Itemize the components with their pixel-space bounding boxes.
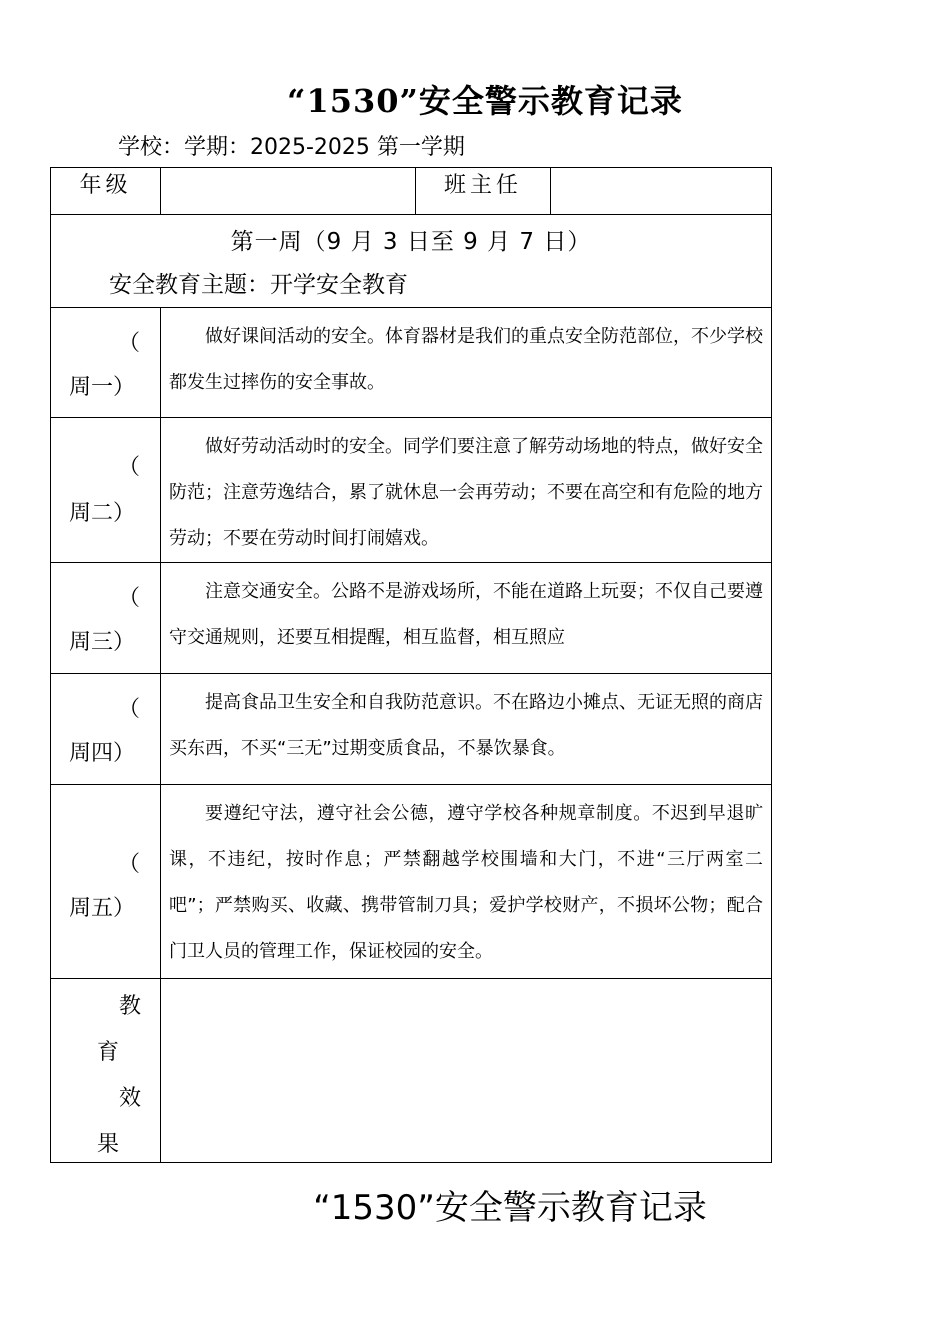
day-name: 周三） xyxy=(69,630,136,655)
day-paren: （ xyxy=(117,697,140,722)
teacher-label: 班主任 xyxy=(416,168,551,215)
day-content: 提高食品卫生安全和自我防范意识。不在路边小摊点、无证无照的商店买东西，不买“三无”过期变质食品，不暴饮暴食。 xyxy=(169,692,763,759)
day-label-mon xyxy=(51,308,161,418)
day-name: 周五） xyxy=(69,896,136,921)
effect-label xyxy=(51,979,161,1163)
day-paren: （ xyxy=(117,852,140,877)
effect-char: 果 xyxy=(97,1132,120,1157)
page-title: “1530”安全警示教育记录 xyxy=(287,82,683,120)
day-row-wed xyxy=(51,563,772,674)
effect-char: 育 xyxy=(97,1040,120,1065)
day-row-tue xyxy=(51,418,772,563)
day-label-thu xyxy=(51,674,161,785)
day-row-fri xyxy=(51,785,772,979)
school-term-line: 学校：学期：2025-2025 第一学期 xyxy=(118,135,465,160)
day-content-cell xyxy=(161,418,772,563)
teacher-value-cell[interactable] xyxy=(551,168,772,215)
next-page-title: “1530”安全警示教育记录 xyxy=(313,1188,707,1228)
day-paren: （ xyxy=(117,331,140,356)
day-content-cell xyxy=(161,785,772,979)
grade-label: 年级 xyxy=(51,168,161,215)
day-row-mon xyxy=(51,308,772,418)
day-content: 做好劳动活动时的安全。同学们要注意了解劳动场地的特点，做好安全防范；注意劳逸结合，累了就休息一会再劳动；不要在高空和有危险的地方劳动；不要在劳动时间打闹嬉戏。 xyxy=(169,436,763,549)
day-content: 做好课间活动的安全。体育器材是我们的重点安全防范部位，不少学校都发生过摔伤的安全事故。 xyxy=(169,326,763,393)
day-content: 注意交通安全。公路不是游戏场所，不能在道路上玩耍；不仅自己要遵守交通规则，还要互相提醒，相互监督，相互照应 xyxy=(169,581,763,648)
week-theme: 安全教育主题：开学安全教育 xyxy=(109,272,408,298)
week-title: 第一周（9 月 3 日至 9 月 7 日） xyxy=(230,229,592,255)
day-name: 周四） xyxy=(69,741,136,766)
effect-char: 效 xyxy=(119,1086,142,1111)
effect-char: 教 xyxy=(119,994,142,1019)
day-paren: （ xyxy=(117,455,140,480)
week-row xyxy=(51,215,772,308)
effect-value-cell[interactable] xyxy=(161,979,772,1163)
day-name: 周二） xyxy=(69,501,136,526)
day-content-cell xyxy=(161,563,772,674)
week-cell xyxy=(51,215,772,308)
day-name: 周一） xyxy=(69,375,136,400)
day-label-wed xyxy=(51,563,161,674)
grade-value-cell[interactable] xyxy=(161,168,416,215)
day-row-thu xyxy=(51,674,772,785)
day-label-tue xyxy=(51,418,161,563)
effect-row xyxy=(51,979,772,1163)
header-row xyxy=(51,168,772,215)
day-paren: （ xyxy=(117,586,140,611)
day-content-cell xyxy=(161,308,772,418)
day-content: 要遵纪守法，遵守社会公德，遵守学校各种规章制度。不迟到早退旷课，不违纪，按时作息；严禁翻越学校围墙和大门，不进“三厅两室二吧”；严禁购买、收藏、携带管制刀具；爱护学校财产，不损坏公物；配合门卫人员的管理工作，保证校园的安全。 xyxy=(169,803,763,962)
day-label-fri xyxy=(51,785,161,979)
safety-record-table xyxy=(50,167,772,1163)
day-content-cell xyxy=(161,674,772,785)
